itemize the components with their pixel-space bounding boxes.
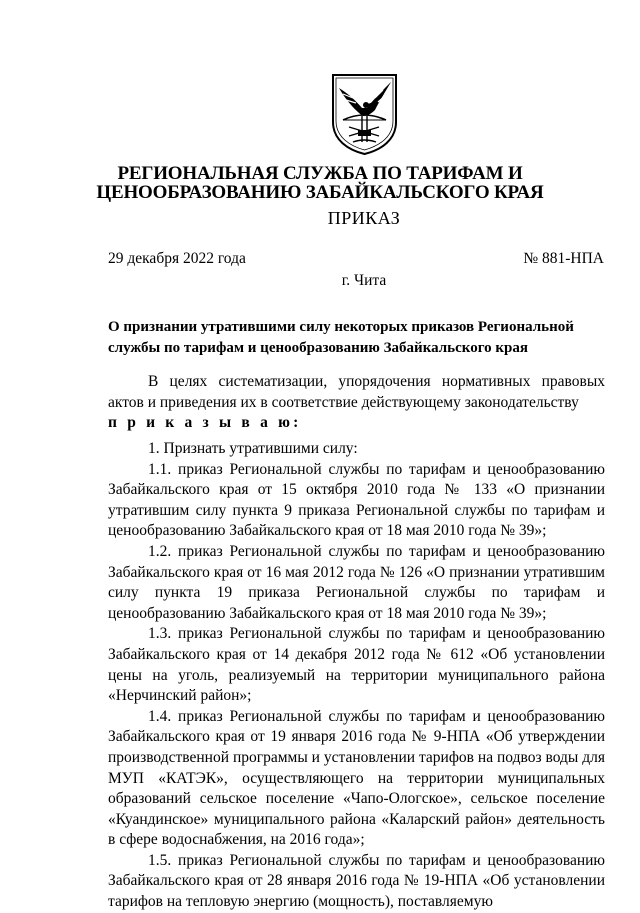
order-item: 1.4. приказ Региональной службы по тарифам и ценообразованию Забайкальского края от 19 января 2016 года № 9-НПА «Об утверждении производственной программы и установлении тарифов на подвоз воды для МУП «КАТЭК», осуществляющего на территории муниципальных образований сельское поселение «Чапо-Ологское», сельское поселение «Куандинское» муниципального района «Каларский район» деятельность в сфере водоснабжения, на 2016 года»;: [108, 707, 605, 849]
order-item: 1.1. приказ Региональной службы по тарифам и ценообразованию Забайкальского края от 15 октября 2010 года № 133 «О признании утратившим силу пункта 9 приказа Региональной службы по тарифам и ценообразованию Забайкальского края от 18 мая 2010 года № 39»;: [108, 460, 605, 540]
agency-name-line-2: ЦЕНООБРАЗОВАНИЮ ЗАБАЙКАЛЬСКОГО КРАЯ: [96, 182, 544, 203]
order-word: п р и к а з ы в а ю:: [108, 414, 302, 432]
agency-name-line-1: РЕГИОНАЛЬНАЯ СЛУЖБА ПО ТАРИФАМ И: [117, 163, 523, 184]
order-item: 1.3. приказ Региональной службы по тарифам и ценообразованию Забайкальского края от 14 декабря 2012 года № 612 «Об установлении цены на уголь, реализуемый на территории муниципального района «Нерчинский район»;: [108, 625, 605, 705]
document-type: ПРИКАЗ: [327, 208, 401, 228]
order-item: 1. Признать утратившими силу:: [148, 440, 358, 457]
document-number: № 881-НПА: [523, 250, 604, 267]
order-item: 1.2. приказ Региональной службы по тарифам и ценообразованию Забайкальского края от 16 мая 2012 года № 126 «О признании утратившим силу пункта 19 приказа Региональной службы по тарифам и ценообразованию Забайкальского края от 18 мая 2010 года № 39»;: [108, 542, 605, 622]
coat-of-arms-emblem: [329, 72, 400, 156]
document-title: О признании утратившими силу некоторых приказов Региональной службы по тарифам и ценообразованию Забайкальского края: [108, 319, 574, 356]
document-date: 29 декабря 2022 года: [108, 250, 246, 267]
intro-paragraph: [108, 372, 605, 434]
document-city: г. Чита: [341, 272, 387, 289]
order-item: 1.5. приказ Региональной службы по тарифам и ценообразованию Забайкальского края от 28 января 2016 года № 19-НПА «Об установлении тарифов на тепловую энергию (мощность), поставляемую: [108, 851, 605, 911]
order-items: [108, 439, 605, 913]
intro-text: В целях систематизации, упорядочения нормативных правовых актов и приведения их в соответствие действующему законодательству: [108, 373, 605, 411]
